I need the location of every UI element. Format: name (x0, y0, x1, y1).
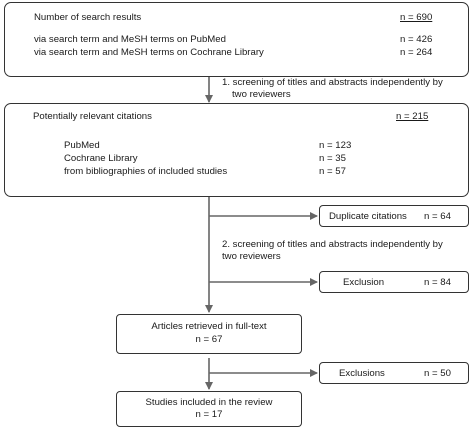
exclusion-box (319, 271, 469, 293)
fulltext-box (116, 314, 302, 354)
search-results-box (4, 2, 469, 77)
search-row-label: via search term and MeSH terms on PubMed (34, 34, 226, 45)
relevant-row-value: n = 57 (319, 166, 346, 177)
relevant-row-label: Cochrane Library (64, 153, 138, 164)
fulltext-line1: Articles retrieved in full-text (151, 321, 267, 332)
search-title: Number of search results (34, 12, 142, 23)
relevant-title: Potentially relevant citations (33, 111, 152, 122)
step2-line1: 2. screening of titles and abstracts independently by (222, 239, 443, 250)
step1-line1: 1. screening of titles and abstracts independently by (222, 77, 443, 88)
relevant-total: n = 215 (396, 111, 429, 122)
exclusion-label: Exclusion (343, 277, 385, 288)
search-row-value: n = 426 (400, 34, 433, 45)
relevant-citations-box (4, 103, 469, 197)
duplicates-value: n = 64 (424, 211, 451, 222)
fulltext-line2: n = 67 (195, 334, 223, 345)
relevant-row-label: from bibliographies of included studies (64, 166, 228, 177)
step1-line2: two reviewers (232, 89, 291, 100)
exclusions-label: Exclusions (339, 368, 385, 379)
relevant-row-value: n = 35 (319, 153, 346, 164)
included-box (116, 391, 302, 427)
included-line2: n = 17 (195, 409, 223, 420)
step2-line2: two reviewers (222, 251, 281, 262)
exclusions-value: n = 50 (424, 368, 451, 379)
relevant-row-value: n = 123 (319, 140, 352, 151)
search-total: n = 690 (400, 12, 433, 23)
exclusion-value: n = 84 (424, 277, 451, 288)
search-row-label: via search term and MeSH terms on Cochrane Library (34, 47, 264, 58)
relevant-row-label: PubMed (64, 140, 100, 151)
included-line1: Studies included in the review (145, 397, 273, 408)
duplicates-box (319, 205, 469, 227)
duplicates-label: Duplicate citations (329, 211, 407, 222)
search-row-value: n = 264 (400, 47, 433, 58)
exclusions-box (319, 362, 469, 384)
